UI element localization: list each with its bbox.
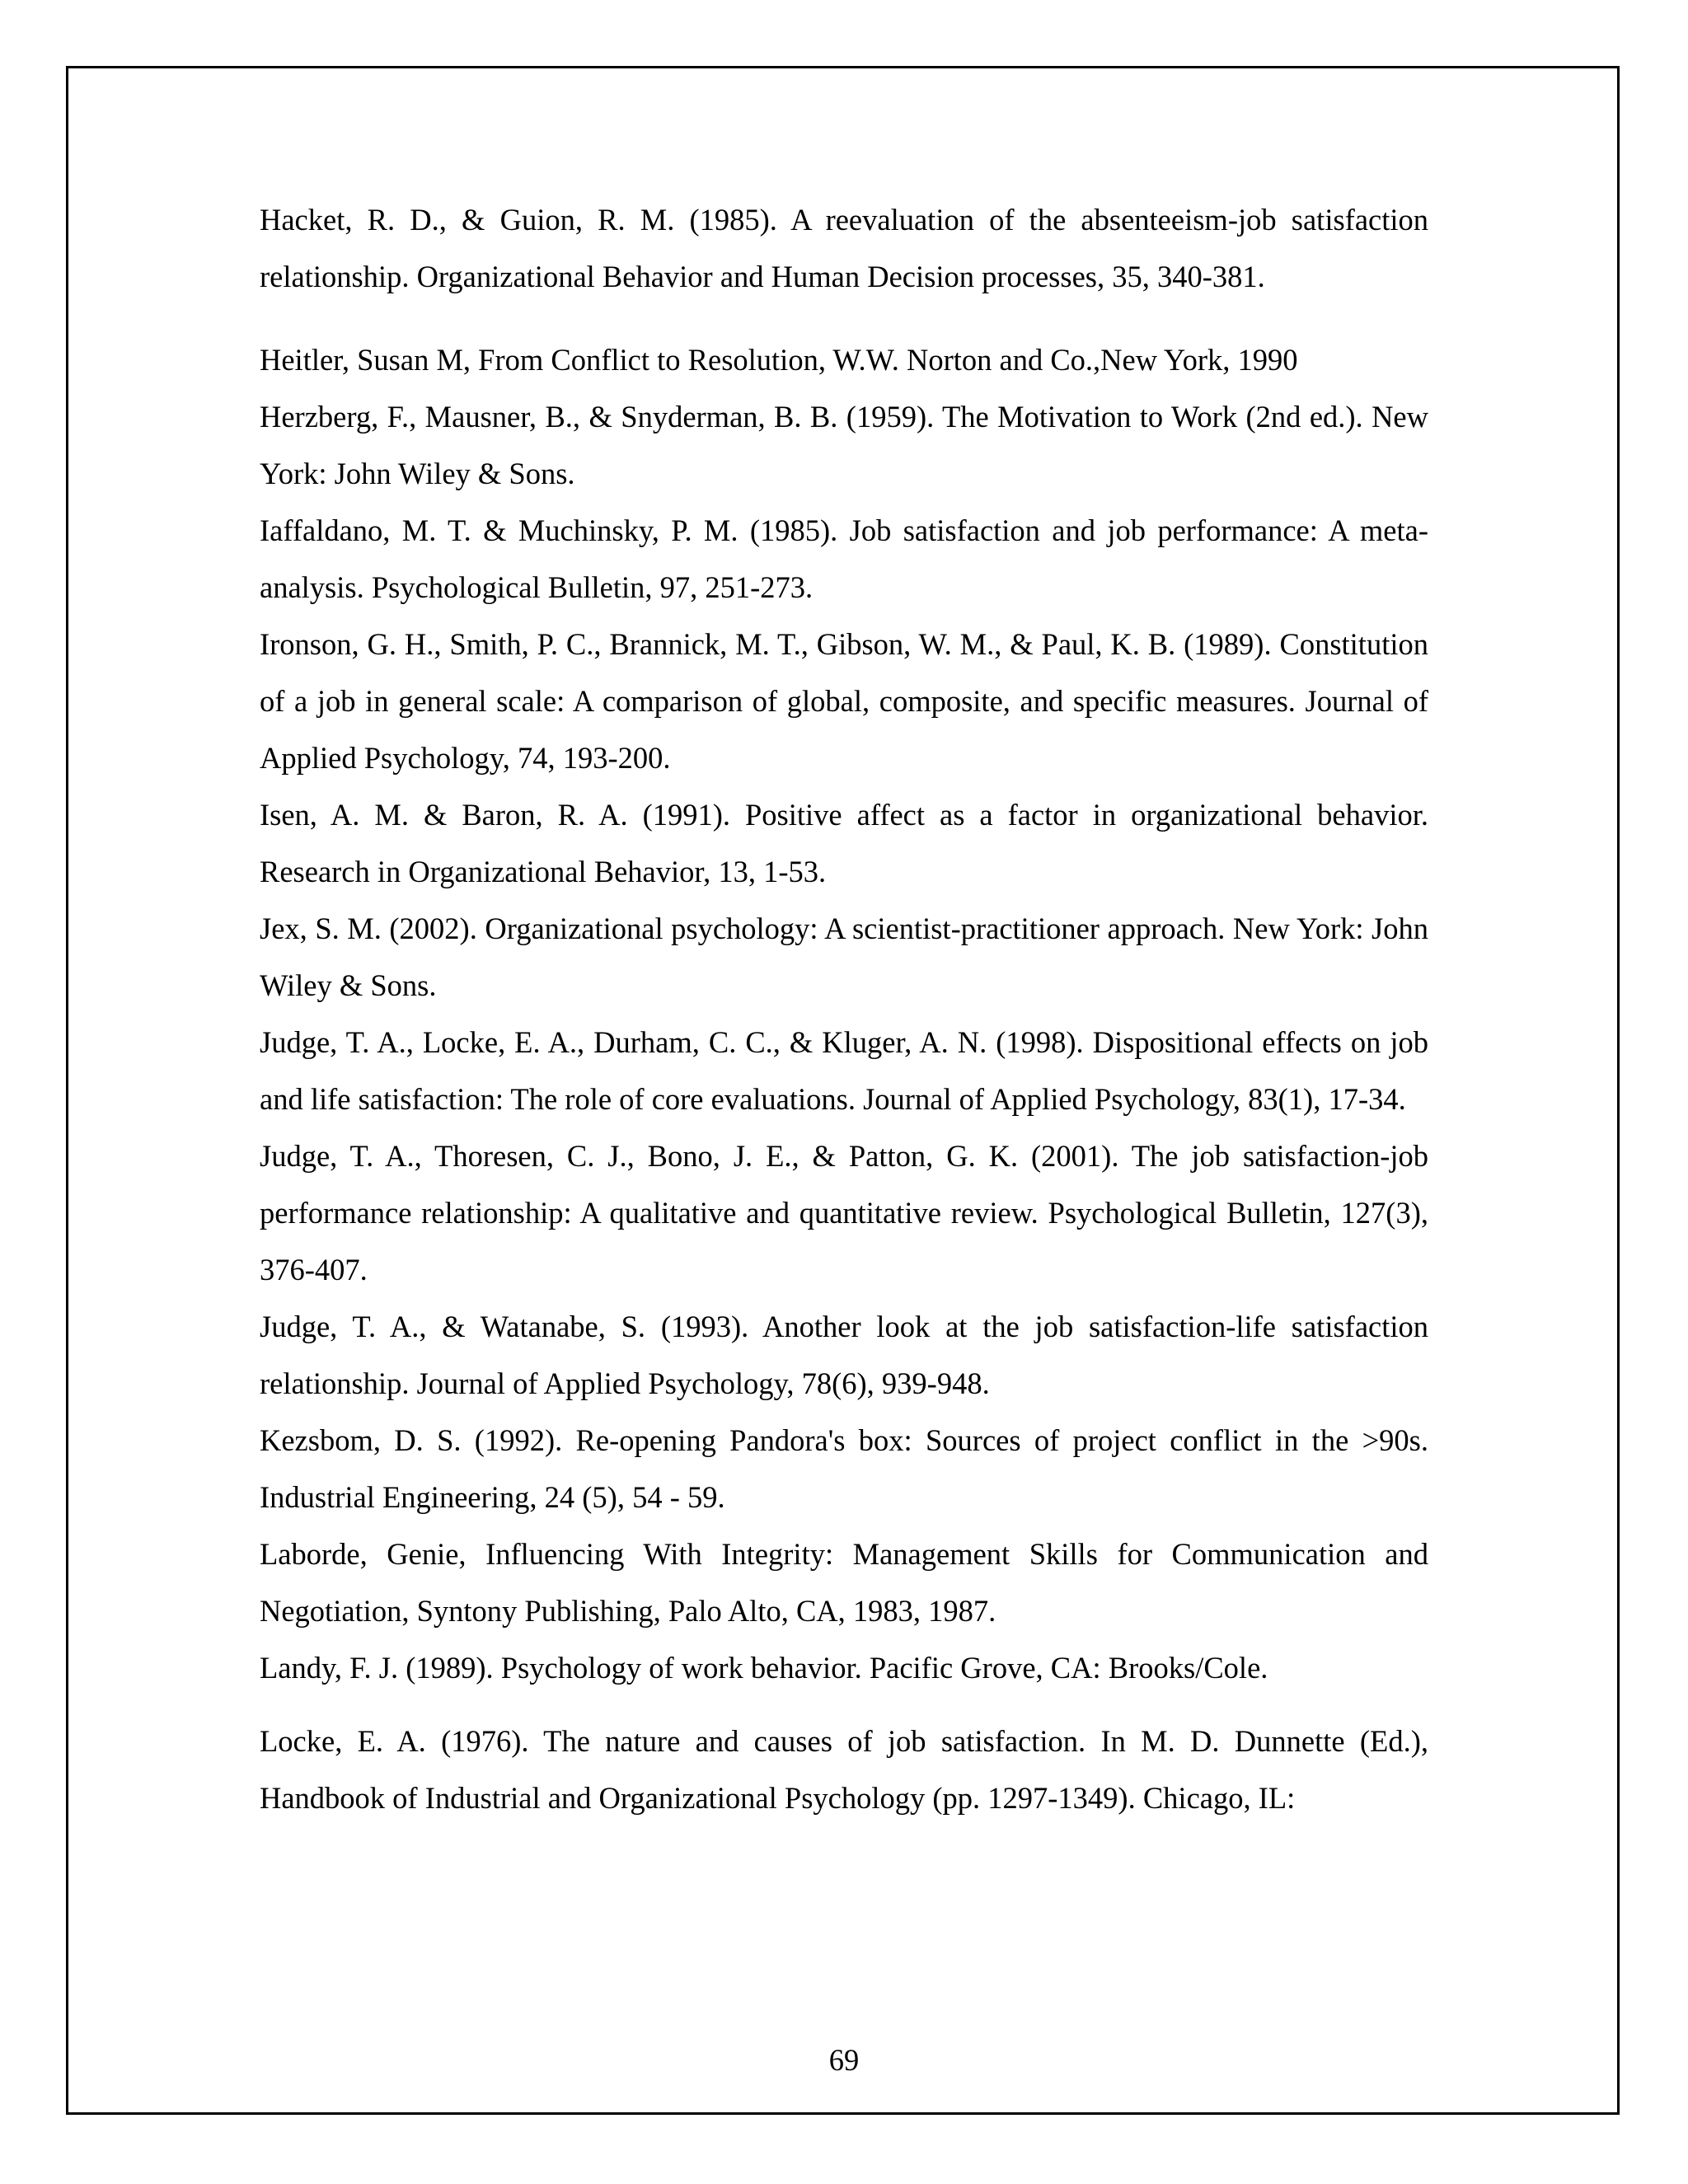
reference-entry: Locke, E. A. (1976). The nature and causes of job satisfaction. In M. D. Dunnette (Ed.), Handbook of Industrial and Organizational Psychology (pp. 1297-1349). Chicago, IL: xyxy=(260,1724,1428,1815)
page-number: 69 xyxy=(828,2043,860,2077)
reference-entry: Ironson, G. H., Smith, P. C., Brannick, M. T., Gibson, W. M., & Paul, K. B. (1989). Constitution of a job in general scale: A comparison of global, composite, and specific measures. Journal of Applied Psychology, 74, 193-200. xyxy=(260,627,1428,775)
reference-entry: Jex, S. M. (2002). Organizational psychology: A scientist-practitioner approach. New York: John Wiley & Sons. xyxy=(260,912,1428,1002)
reference-entry: Herzberg, F., Mausner, B., & Snyderman, B. B. (1959). The Motivation to Work (2nd ed.). New York: John Wiley & Sons. xyxy=(260,400,1428,490)
reference-entry: Laborde, Genie, Influencing With Integrity: Management Skills for Communication and Negotiation, Syntony Publishing, Palo Alto, CA, 1983, 1987. xyxy=(260,1537,1428,1628)
reference-entry: Kezsbom, D. S. (1992). Re-opening Pandora's box: Sources of project conflict in the >90s. Industrial Engineering, 24 (5), 54 - 59. xyxy=(260,1423,1428,1514)
reference-entry: Iaffaldano, M. T. & Muchinsky, P. M. (1985). Job satisfaction and job performance: A meta-analysis. Psychological Bulletin, 97, 251-273. xyxy=(260,513,1428,604)
reference-list xyxy=(260,191,1428,1826)
reference-entry: Judge, T. A., Thoresen, C. J., Bono, J. E., & Patton, G. K. (2001). The job satisfaction-job performance relationship: A qualitative and quantitative review. Psychological Bulletin, 127(3), 376-407. xyxy=(260,1139,1428,1286)
reference-entry: Landy, F. J. (1989). Psychology of work behavior. Pacific Grove, CA: Brooks/Cole. xyxy=(260,1651,1268,1685)
reference-entry: Judge, T. A., Locke, E. A., Durham, C. C., & Kluger, A. N. (1998). Dispositional effects on job and life satisfaction: The role of core evaluations. Journal of Applied Psychology, 83(1), 17-34. xyxy=(260,1025,1428,1116)
reference-entry: Hacket, R. D., & Guion, R. M. (1985). A reevaluation of the absenteeism-job satisfaction relationship. Organizational Behavior and Human Decision processes, 35, 340-381. xyxy=(260,203,1428,293)
reference-entry: Judge, T. A., & Watanabe, S. (1993). Another look at the job satisfaction-life satisfaction relationship. Journal of Applied Psychology, 78(6), 939-948. xyxy=(260,1310,1428,1400)
reference-entry: Isen, A. M. & Baron, R. A. (1991). Positive affect as a factor in organizational behavior. Research in Organizational Behavior, 13, 1-53. xyxy=(260,798,1428,888)
reference-entry: Heitler, Susan M, From Conflict to Resolution, W.W. Norton and Co.,New York, 1990 xyxy=(260,343,1298,377)
